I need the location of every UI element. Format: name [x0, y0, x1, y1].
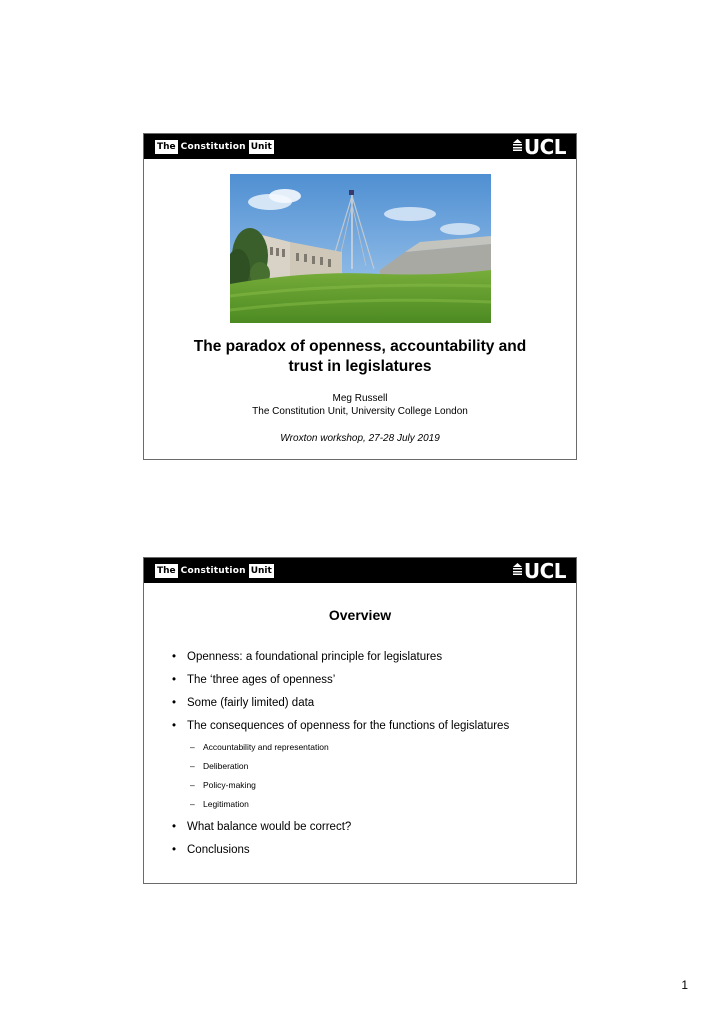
list-item [172, 696, 314, 710]
slide-title: Overview [328, 607, 392, 623]
list-item [172, 820, 351, 834]
parliament-house-photo [230, 174, 491, 323]
ucl-portico-icon [513, 563, 522, 575]
sub-bullet-text: Accountability and representation [203, 742, 329, 752]
bullet-text: The ‘three ages of openness’ [187, 674, 336, 686]
bullet-text: The consequences of openness for the functions of legislatures [187, 720, 510, 732]
logo-constitution: Constitution [180, 566, 246, 576]
page-number: 1 [681, 978, 688, 992]
logo-unit: Unit [250, 566, 272, 576]
author-name: Meg Russell [332, 393, 388, 404]
list-item [172, 673, 335, 687]
list-item [172, 843, 250, 857]
list-item [172, 650, 442, 664]
presentation-title [144, 337, 576, 377]
dash-symbol: – [190, 761, 195, 771]
sub-list-item [190, 799, 249, 810]
sub-bullet-text: Legitimation [203, 799, 249, 809]
bullet-symbol: • [172, 844, 177, 856]
bullet-symbol: • [172, 697, 177, 709]
ucl-wordmark: UCL [523, 135, 566, 159]
constitution-unit-logo [155, 564, 274, 578]
ucl-portico-icon [513, 139, 522, 151]
logo-unit: Unit [250, 142, 272, 152]
bullet-text: Openness: a foundational principle for legislatures [187, 651, 443, 663]
sub-bullet-text: Deliberation [203, 761, 249, 771]
slide-1 [143, 133, 577, 460]
bullet-symbol: • [172, 674, 177, 686]
sub-list-item [190, 780, 256, 791]
parliament-house-canberra-photo [230, 174, 491, 323]
bullet-text: What balance would be correct? [187, 821, 352, 833]
constitution-unit-logo [155, 140, 274, 154]
dash-symbol: – [190, 799, 195, 809]
logo-constitution: Constitution [180, 142, 246, 152]
header-banner [144, 558, 576, 583]
slide-2 [143, 557, 577, 884]
sub-bullet-text: Policy-making [203, 780, 256, 790]
ucl-wordmark: UCL [523, 559, 566, 583]
title-line-1: The paradox of openness, accountability and [193, 338, 527, 355]
dash-symbol: – [190, 742, 195, 752]
bullet-text: Conclusions [187, 844, 250, 856]
logo-the: The [157, 142, 176, 152]
ucl-logo [513, 561, 566, 581]
ucl-logo [513, 137, 566, 157]
event-line: Wroxton workshop, 27-28 July 2019 [280, 433, 440, 444]
author-affiliation: The Constitution Unit, University College London [252, 406, 468, 417]
sub-list-item [190, 761, 248, 772]
bullet-symbol: • [172, 651, 177, 663]
bullet-text: Some (fairly limited) data [187, 697, 315, 709]
bullet-symbol: • [172, 821, 177, 833]
header-banner [144, 134, 576, 159]
bullet-symbol: • [172, 720, 177, 732]
sub-list-item [190, 742, 329, 753]
dash-symbol: – [190, 780, 195, 790]
logo-the: The [157, 566, 176, 576]
list-item [172, 719, 509, 733]
title-line-2: trust in legislatures [288, 358, 432, 375]
